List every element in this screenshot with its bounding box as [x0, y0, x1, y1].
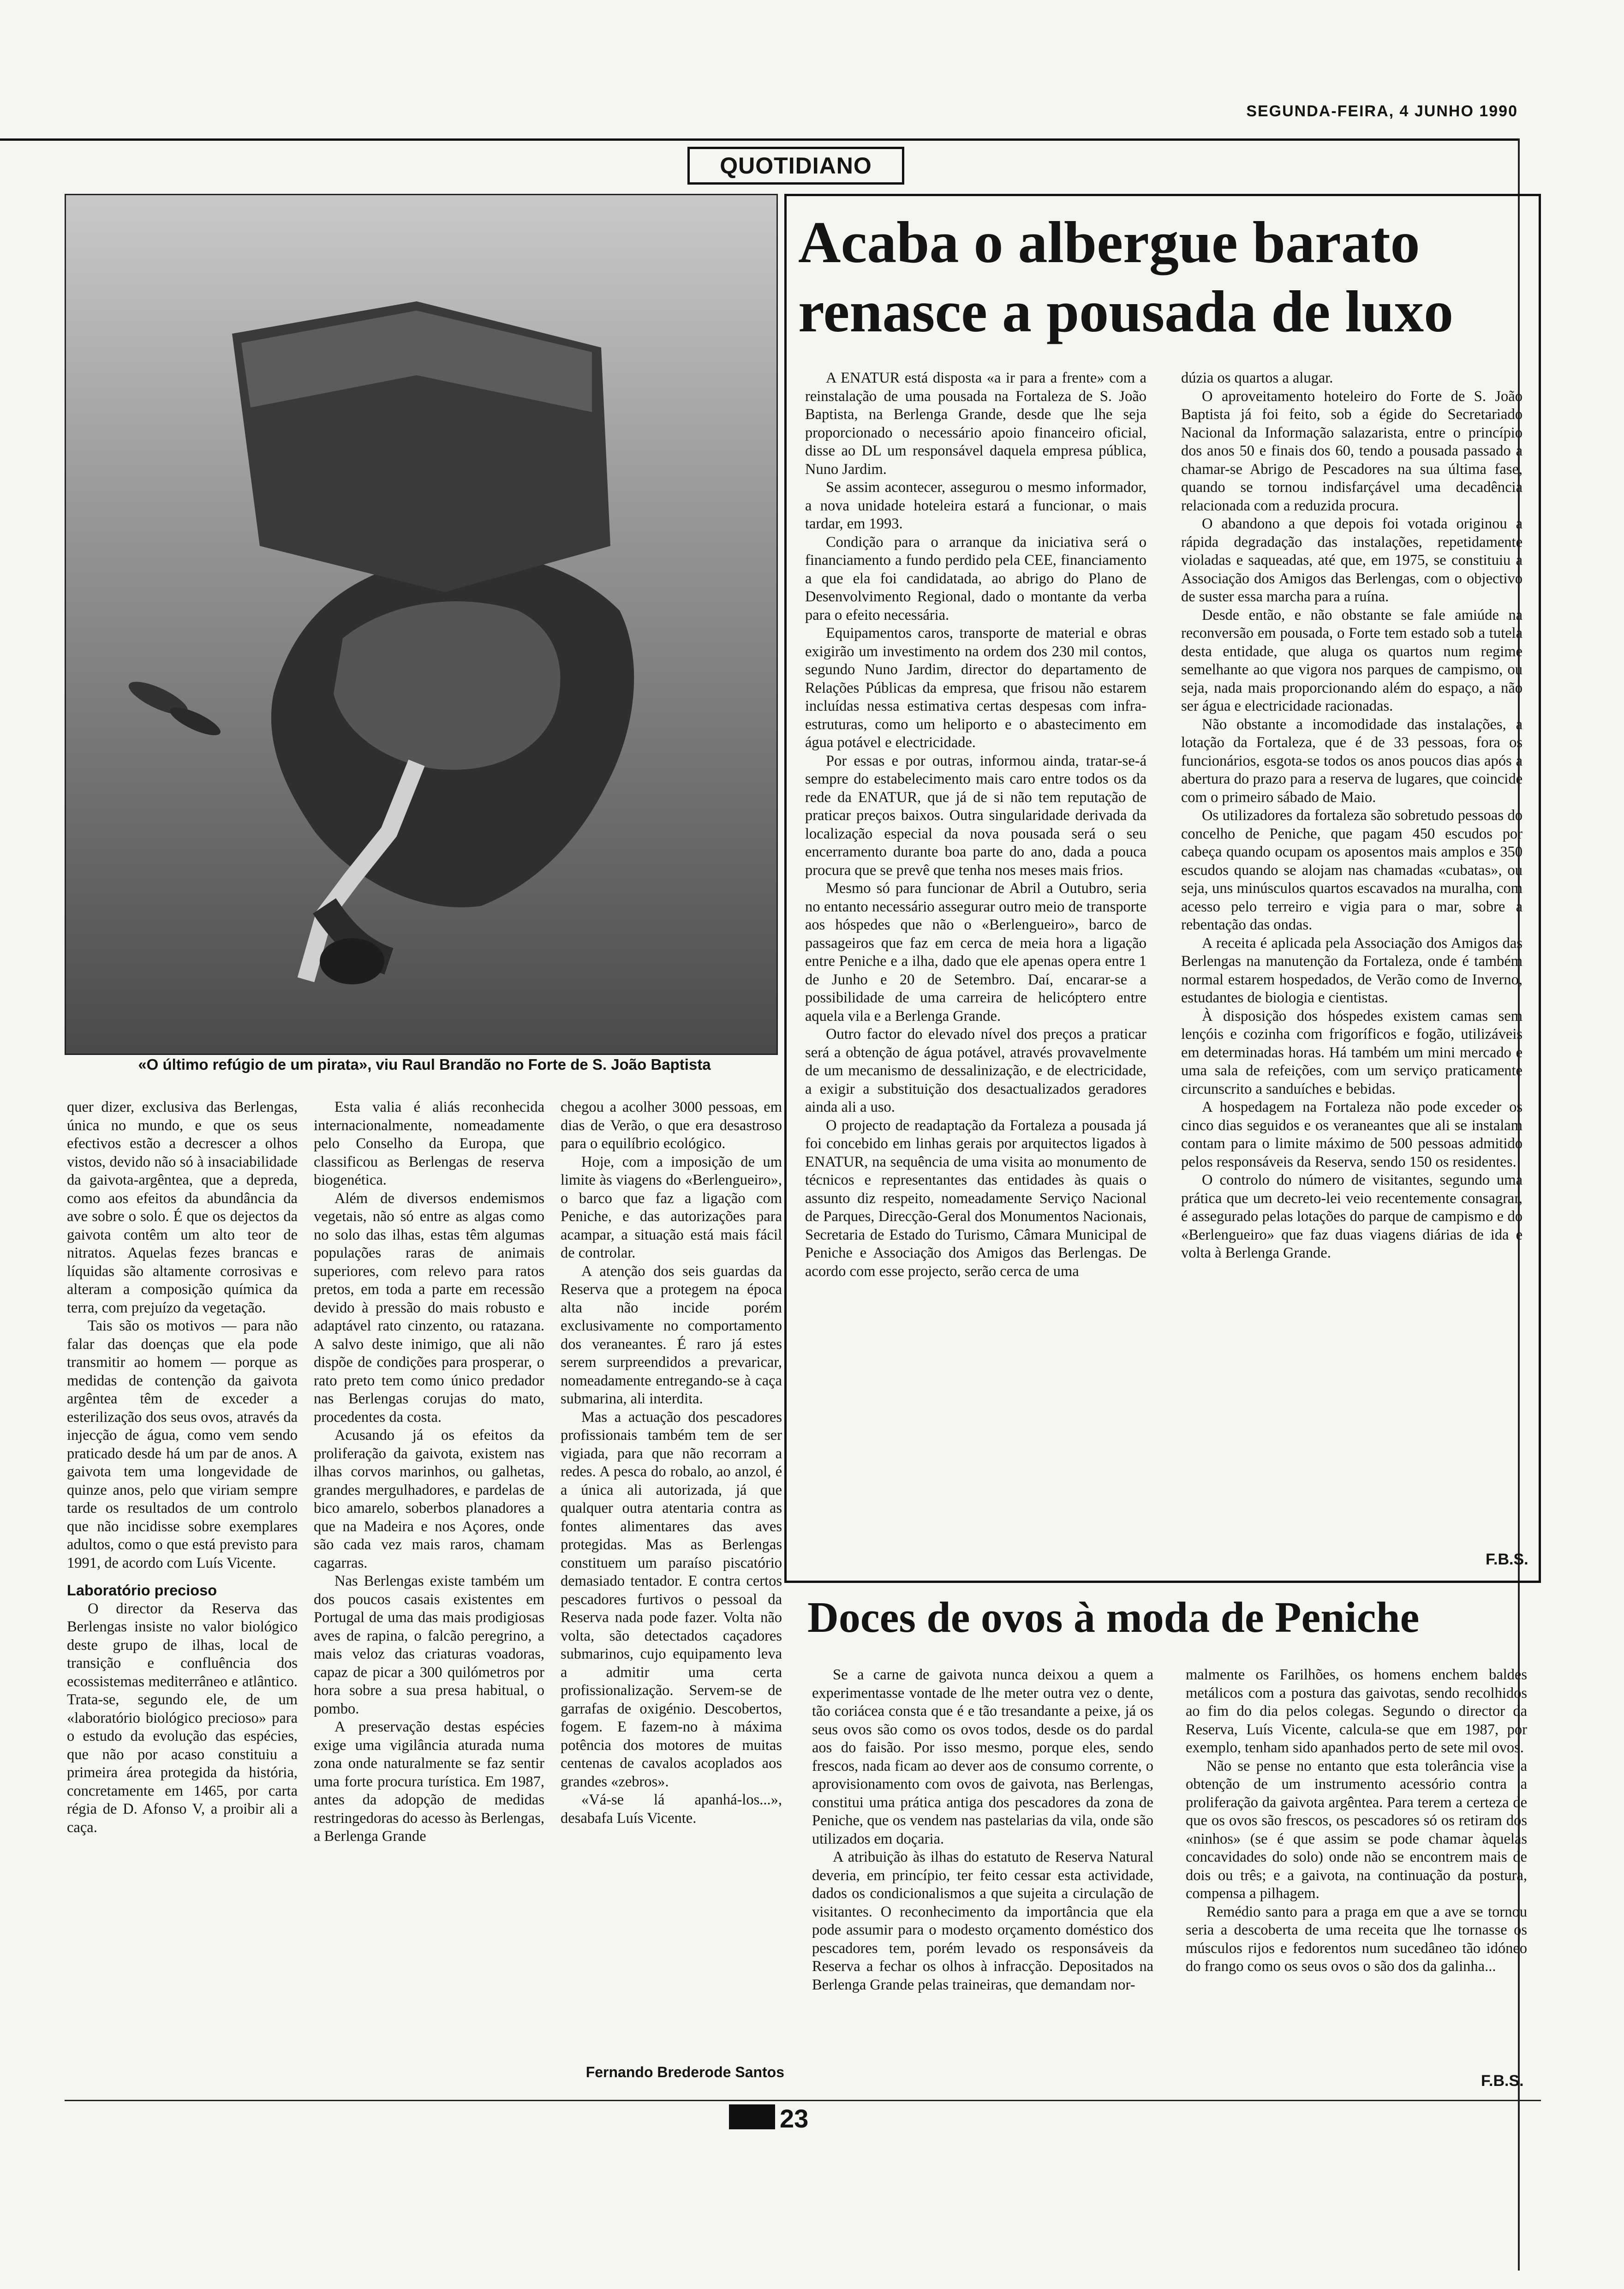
paragraph: À disposição dos hóspedes existem camas sem lençóis e cozinha com frigoríficos e fogão, utilizáveis em determinadas horas. Há também um mini mercado e uma sala de refeições, com um serviço praticamente circunscrito a sanduíches e bebidas. [1181, 1007, 1522, 1097]
paragraph: Nas Berlengas existe também um dos poucos casais existentes em Portugal de uma das mais prodigiosas aves de rapina, o falcão peregrino, a mais veloz das criaturas voadoras, capaz de picar a 300 quilómetros por hora sobre a sua presa habitual, o pombo. [314, 1573, 544, 1717]
article2-headline: Doces de ovos à moda de Peniche [807, 1594, 1420, 1642]
photo-caption: «O último refúgio de um pirata», viu Raul Brandão no Forte de S. João Baptista [138, 1056, 711, 1073]
paragraph: Remédio santo para a praga em que a ave se tornou seria a descoberta de uma receita que lhe tornasse os músculos rijos e fedorentos num sucedâneo tão idóneo do frango como os seus ovos o são dos da galinha... [1186, 1903, 1527, 1975]
paragraph: Outro factor do elevado nível dos preços a praticar será a obtenção de água potável, através provavelmente de um mecanismo de dessalinização, e de electricidade, a exigir a substituição dos desactualizados geradores ainda ali a uso. [805, 1026, 1146, 1115]
paragraph: A atenção dos seis guardas da Reserva que a protegem na época alta não incide porém exclusivamente no comportamento dos veraneantes. É raro já estes serem surpreendidos a prevaricar, nomeadamente entregando-se à caça submarina, ali interdita. [561, 1263, 782, 1407]
left-column-2 [314, 1098, 544, 1846]
paragraph: A preservação destas espécies exige uma vigilância aturada numa zona onde naturalmente se faz sentir uma forte procura turística. Em 1987, antes da adopção de medidas restringedoras do acesso às Berlengas, a Berlenga Grande [314, 1719, 544, 1845]
paragraph: Desde então, e não obstante se fale amiúde na reconversão em pousada, o Forte tem estado sob a tutela desta entidade, que aluga os quartos num regime semelhante ao que vigora nos parques de campismo, ou seja, nada mais proporcionando além do espaço, a não ser água e electricidade racionadas. [1181, 606, 1522, 714]
paragraph: Não obstante a incomodidade das instalações, a lotação da Fortaleza, que é de 33 pessoas, fora os funcionários, esgota-se todos os anos poucos dias após a abertura do prazo para a reserva de lugares, que coincide com o primeiro sábado de Maio. [1181, 716, 1522, 806]
paragraph: Equipamentos caros, transporte de material e obras exigirão um investimento na ordem dos 230 mil contos, segundo Nuno Jardim, director do departamento de Relações Públicas da empresa, que frisou não estarem incluídas nessa estimativa certas despesas com infra-estruturas, como um heliporto e o abastecimento em água potável e electricidade. [805, 625, 1146, 751]
section-title: QUOTIDIANO [687, 147, 904, 185]
fort-photo [65, 194, 778, 1055]
article1-column-1 [805, 369, 1146, 1281]
left-column-3 [561, 1098, 782, 1828]
article1-column-2 [1181, 369, 1522, 1263]
fort-illustration [66, 195, 776, 1054]
newspaper-logo-icon [729, 2104, 775, 2129]
paragraph: quer dizer, exclusiva das Berlengas, única no mundo, e que os seus efectivos estão a decrescer a olhos vistos, devido não só à insaciabilidade da gaivota-argêntea, que a depreda, como aos efeitos da abundância da ave sobre o solo. É que os dejectos da gaivota contêm um alto teor de nitratos. Aquelas fezes brancas e líquidas são altamente corrosivas e alteram a composição química da terra, com prejuízo da vegetação. [67, 1099, 298, 1316]
paragraph: Acusando já os efeitos da proliferação da gaivota, existem nas ilhas corvos marinhos, ou galhetas, grandes mergulhadores, e pardelas de bico amarelo, soberbos planadores a que na Madeira e nos Açores, onde são cada vez mais raros, chamam cagarras. [314, 1427, 544, 1571]
paragraph: A hospedagem na Fortaleza não pode exceder os cinco dias seguidos e os veraneantes que ali se instalam contam para o limite máximo de 500 pessoas admitido pelos responsáveis da Reserva, sendo 150 os residentes. [1181, 1099, 1522, 1170]
page-number: 23 [780, 2104, 809, 2133]
subheading: Laboratório precioso [67, 1582, 217, 1599]
paragraph: Se a carne de gaivota nunca deixou a quem a experimentasse vontade de lhe meter outra vez o dente, tão coriácea consta que é e tão tresandante a peixe, já os seus ovos são como os ovos todos, desde os do pardal aos do faisão. Por isso mesmo, porque eles, sendo frescos, nada ficam ao dever aos de consumo corrente, o aprovisionamento com ovos de gaivota, nas Berlengas, constitui uma prática antiga dos pescadores da zona de Peniche, que os vendem nas pastelarias da vila, onde são utilizados em doçaria. [812, 1666, 1153, 1847]
paragraph: chegou a acolher 3000 pessoas, em dias de Verão, o que era desastroso para o equilíbrio ecológico. [561, 1099, 782, 1152]
paragraph: O director da Reserva das Berlengas insiste no valor biológico deste grupo de ilhas, local de transição e confluência dos ecossistemas mediterrâneo e atlântico. Trata-se, segundo ele, de um «laboratório biológico precioso» para o estudo da evolução das espécies, que não por acaso constituiu a primeira área protegida da história, concretamente em 1465, por carta régia de D. Afonso V, a proibir ali a caça. [67, 1600, 298, 1836]
paragraph: Não se pense no entanto que esta tolerância vise a obtenção de um instrumento acessório contra a proliferação da gaivota argêntea. Para terem a certeza de que os ovos são frescos, os pescadores só os retiram dos «ninhos» (se é que assim se pode chamar àquelas concavidades do solo) onde não se encontrem mais de dois ou três; e a gaivota, na continuação da postura, compensa a pilhagem. [1186, 1757, 1527, 1902]
paragraph: Os utilizadores da fortaleza são sobretudo pessoas do concelho de Peniche, que pagam 450 escudos por cabeça quando ocupam os aposentos mais amplos e 350 escudos quando se alojam nas chamadas «cubatas», ou seja, uns minúsculos quartos escavados na muralha, com acesso pelo terreiro e vigia para o mar, sobre a rebentação das ondas. [1181, 807, 1522, 933]
article2-signature: F.B.S. [1481, 2072, 1524, 2090]
paragraph: A atribuição às ilhas do estatuto de Reserva Natural deveria, em princípio, ter feito cessar esta actividade, dados os condicionalismos a que sujeita a circulação de visitantes. O reconhecimento da importância que ela pode assumir para o modesto orçamento doméstico dos pescadores tem, porém levado os responsáveis da Reserva a fechar os olhos à infracção. Depositados na Berlenga Grande pelas traineiras, que demandam nor- [812, 1849, 1153, 1993]
paragraph: A ENATUR está disposta «a ir para a frente» com a reinstalação de uma pousada na Fortaleza de S. João Baptista, na Berlenga Grande, desde que lhe seja proporcionado o necessário apoio financeiro oficial, disse ao DL um responsável daquela empresa pública, Nuno Jardim. [805, 370, 1146, 478]
article2-column-1 [812, 1666, 1153, 1994]
paragraph: Condição para o arranque da iniciativa será o financiamento a fundo perdido pela CEE, financiamento a que ela foi candidatada, ao abrigo do Plano de Desenvolvimento Regional, dado o montante da verba para o efeito necessária. [805, 533, 1146, 623]
article2-column-2 [1186, 1666, 1527, 1976]
dateline: SEGUNDA-FEIRA, 4 JUNHO 1990 [1246, 102, 1518, 120]
article1-signature: F.B.S. [1486, 1551, 1528, 1568]
paragraph: Mesmo só para funcionar de Abril a Outubro, seria no entanto necessário assegurar outro meio de transporte aos hóspedes que não o «Berlengueiro», barco de passageiros que faz em cerca de meia hora a ligação entre Peniche e a ilha, dado que ele apenas opera entre 1 de Junho e 20 de Setembro. Daí, encarar-se a possibilidade de uma carreira de helicóptero entre aquela vila e a Berlenga Grande. [805, 880, 1146, 1025]
paragraph: O aproveitamento hoteleiro do Forte de S. João Baptista já foi feito, sob a égide do Secretariado Nacional da Informação salazarista, entre o princípio dos anos 50 e finais dos 60, tendo a pousada passado a chamar-se Abrigo de Pescadores na sua última fase, quando se tornou indisfarçável uma decadência relacionada com a reduzida procura. [1181, 388, 1522, 514]
paragraph: Hoje, com a imposição de um limite às viagens do «Berlengueiro», o barco que faz a ligação com Peniche, e das autorizações para acampar, a situação está mais fácil de controlar. [561, 1153, 782, 1261]
paragraph: Tais são os motivos — para não falar das doenças que ela pode transmitir ao homem — porque as medidas de contenção da gaivota argêntea têm de exceder a esterilização dos seus ovos, através da injecção de água, como vem sendo praticado desde há um par de anos. A gaivota tem uma longevidade de quinze anos, pelo que viriam sempre tarde os resultados de um controlo que não incidisse sobre exemplares adultos, como o que está previsto para 1991, de acordo com Luís Vicente. [67, 1318, 298, 1571]
top-rule [0, 138, 1518, 141]
paragraph: O controlo do número de visitantes, segundo uma prática que um decreto-lei veio recentemente consagrar, é assegurado pelas lotações do parque de campismo e do «Berlengueiro» que faz duas viagens diárias de ida e volta à Berlenga Grande. [1181, 1172, 1522, 1261]
bottom-rule [65, 2100, 1541, 2101]
paragraph: O projecto de readaptação da Fortaleza a pousada já foi concebido em linhas gerais por arquitectos ligados à ENATUR, na sequência de uma visita ao monumento de técnicos e representantes das entidades às quais o assunto diz respeito, nomeadamente Serviço Nacional de Parques, Direcção-Geral dos Monumentos Nacionais, Secretaria de Estado do Turismo, Câmara Municipal de Peniche e Associação dos Amigos das Berlengas. De acordo com esse projecto, serão cerca de uma [805, 1117, 1146, 1280]
left-column-1 [67, 1098, 298, 1837]
paragraph: dúzia os quartos a alugar. [1181, 370, 1333, 386]
byline: Fernando Brederode Santos [585, 2064, 784, 2080]
paragraph: Por essas e por outras, informou ainda, tratar-se-á sempre do estabelecimento mais caro entre todos os da rede da ENATUR, que já de si não tem reputação de praticar preços baixos. Outra singularidade derivada da localização especial da nova pousada será o seu encerramento durante boa parte do ano, dada a pouca procura que se prevê que tenha nos meses mais frios. [805, 752, 1146, 879]
paragraph: Mas a actuação dos pescadores profissionais também tem de ser vigiada, para que não recorram a redes. A pesca do robalo, ao anzol, é a única ali autorizada, já que qualquer outra atentaria contra as fontes alimentares das aves protegidas. Mas as Berlengas constituem um paraíso piscatório demasiado tentador. E contra certos pescadores furtivos o pessoal da Reserva nada pode fazer. Volta não volta, são detectados caçadores submarinos, cujo equipamento leva a admitir uma certa profissionalização. Servem-se de garrafas de oxigénio. Descobertos, fogem. E fazem-no à máxima potência dos motores de muitas centenas de cavalos acoplados aos grandes «zebros». [561, 1408, 782, 1790]
paragraph: malmente os Farilhões, os homens enchem baldes metálicos com a postura das gaivotas, sendo recolhidos ao fim do dia pelos colegas. Segundo o director da Reserva, Luís Vicente, calcula-se que em 1987, por exemplo, tenham sido apanhados perto de sete mil ovos. [1186, 1666, 1527, 1756]
paragraph: O abandono a que depois foi votada originou a rápida degradação das instalações, repetidamente violadas e saqueadas, até que, em 1975, se constituiu a Associação dos Amigos das Berlengas, com o objectivo de suster essa marcha para a ruína. [1181, 515, 1522, 605]
paragraph: A receita é aplicada pela Associação dos Amigos das Berlengas na manutenção da Fortaleza, onde é também normal estarem hospedados, de Verão como de Inverno, estudantes de biologia e cientistas. [1181, 935, 1522, 1006]
paragraph: Se assim acontecer, assegurou o mesmo informador, a nova unidade hoteleira estará a funcionar, o mais tardar, em 1993. [805, 479, 1146, 532]
paragraph: «Vá-se lá apanhá-los...», desabafa Luís Vicente. [561, 1792, 782, 1827]
paragraph: Além de diversos endemismos vegetais, não só entre as algas como no solo das ilhas, estas têm algumas populações raras de animais superiores, com relevo para ratos pretos, em toda a parte em recessão devido à pressão do mais robusto e adaptável rato cinzento, ou ratazana. A salvo deste inimigo, que ali não dispõe de condições para prosperar, o rato preto tem como único predador nas Berlengas corujas do mato, procedentes da costa. [314, 1190, 544, 1426]
paragraph: Esta valia é aliás reconhecida internacionalmente, nomeadamente pelo Conselho da Europa, que classificou as Berlengas de reserva biogenética. [314, 1099, 544, 1188]
article-headline: Acaba o albergue barato renasce a pousada de luxo [798, 210, 1454, 344]
